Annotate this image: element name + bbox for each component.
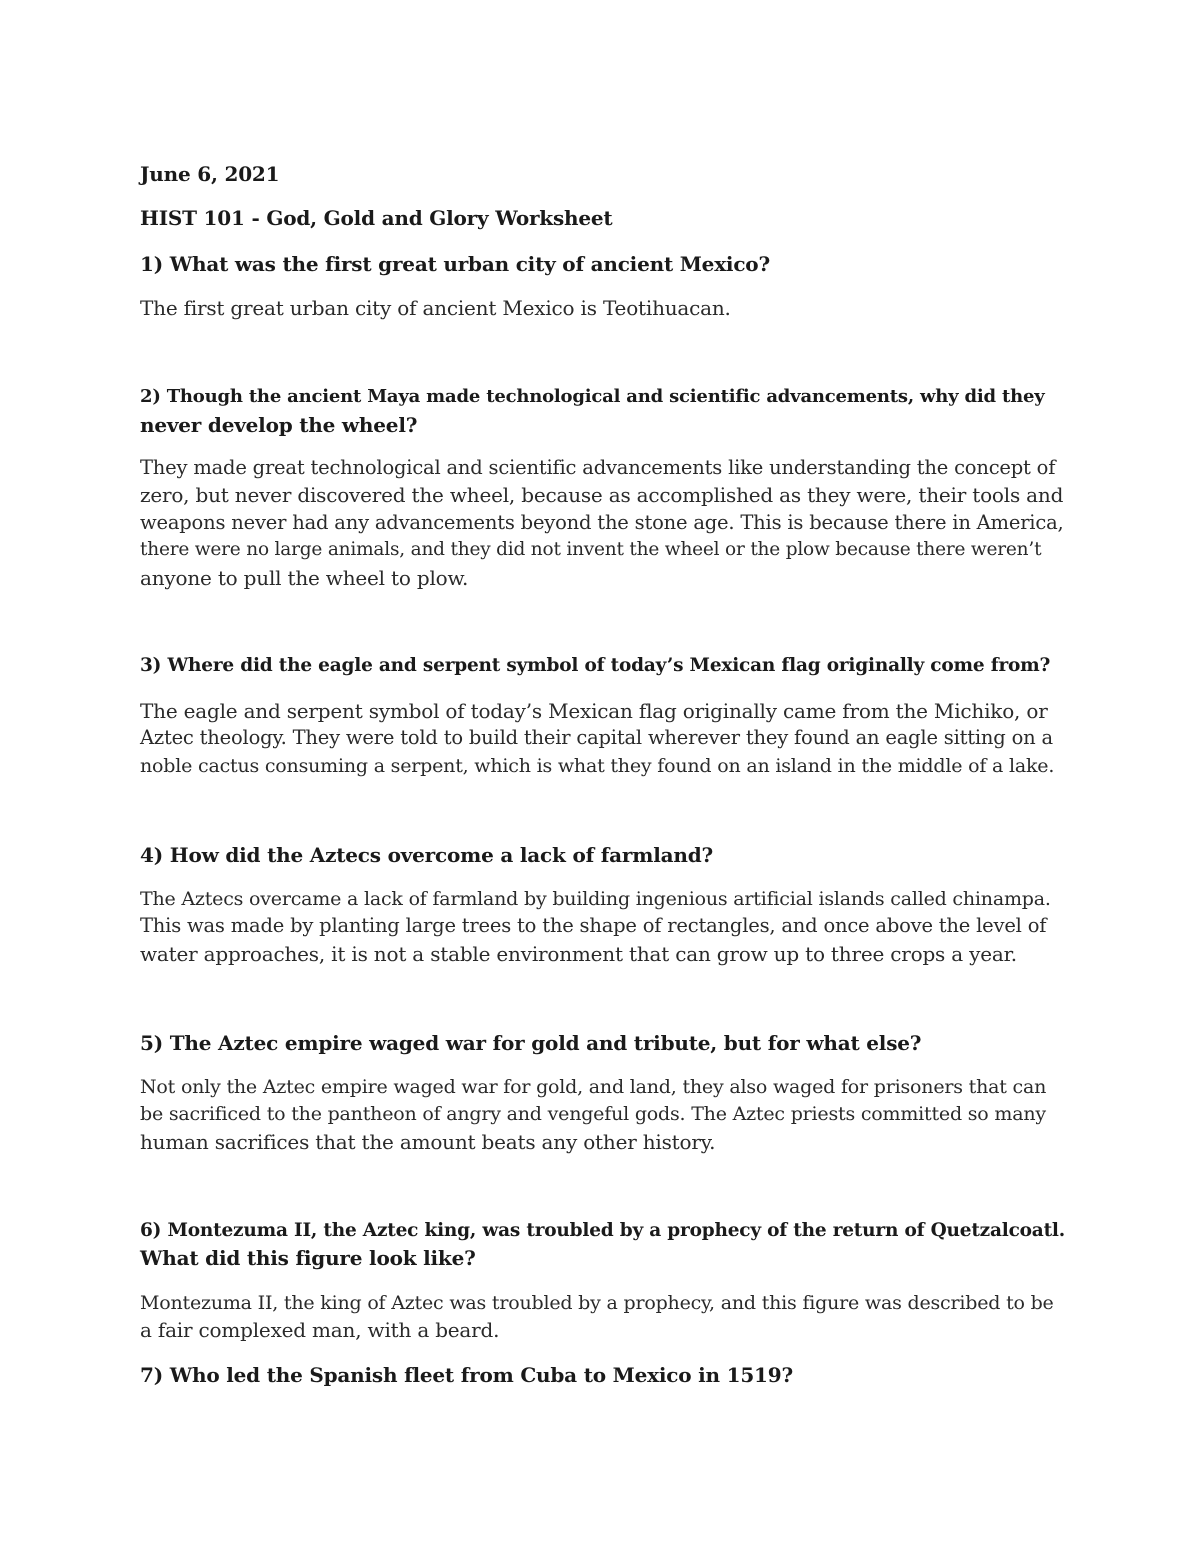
- answer-4-line-1: The Aztecs overcame a lack of farmland by building ingenious artificial islands called chinampa.: [140, 888, 1051, 910]
- question-3: 3) Where did the eagle and serpent symbol of today’s Mexican flag originally come from?: [140, 655, 1051, 676]
- question-4: 4) How did the Aztecs overcome a lack of farmland?: [140, 843, 714, 867]
- answer-4-line-3: water approaches, it is not a stable environment that can grow up to three crops a year.: [140, 942, 1017, 966]
- answer-2-line-4: there were no large animals, and they did not invent the wheel or the plow because there weren’t: [140, 539, 1042, 560]
- answer-2-line-5: anyone to pull the wheel to plow.: [140, 566, 469, 590]
- answer-3-line-1: The eagle and serpent symbol of today’s Mexican flag originally came from the Michiko, or: [140, 699, 1048, 723]
- answer-3-line-2: Aztec theology. They were told to build their capital wherever they found an eagle sitting on a: [140, 726, 1053, 749]
- answer-2-line-2: zero, but never discovered the wheel, because as accomplished as they were, their tools and: [140, 483, 1064, 507]
- answer-5-line-3: human sacrifices that the amount beats any other history.: [140, 1130, 716, 1154]
- answer-5-line-1: Not only the Aztec empire waged war for gold, and land, they also waged for prisoners that can: [140, 1076, 1047, 1098]
- answer-2-line-3: weapons never had any advancements beyond the stone age. This is because there in America,: [140, 511, 1064, 534]
- document-title: HIST 101 - God, Gold and Glory Worksheet: [140, 206, 613, 230]
- answer-3-line-3: noble cactus consuming a serpent, which is what they found on an island in the middle of a lake.: [140, 755, 1055, 777]
- answer-6-line-2: a fair complexed man, with a beard.: [140, 1318, 500, 1342]
- answer-4-line-2: This was made by planting large trees to the shape of rectangles, and once above the level of: [140, 914, 1047, 937]
- question-2-line-1: 2) Though the ancient Maya made technological and scientific advancements, why did they: [140, 386, 1045, 407]
- answer-6-line-1: Montezuma II, the king of Aztec was troubled by a prophecy, and this figure was described to be: [140, 1292, 1054, 1314]
- document-date: June 6, 2021: [140, 162, 280, 186]
- question-1: 1) What was the first great urban city of ancient Mexico?: [140, 252, 770, 276]
- question-7: 7) Who led the Spanish fleet from Cuba to Mexico in 1519?: [140, 1363, 793, 1387]
- answer-2-line-1: They made great technological and scientific advancements like understanding the concept of: [140, 456, 1056, 479]
- answer-1: The first great urban city of ancient Mexico is Teotihuacan.: [140, 296, 731, 320]
- question-6-line-2: What did this figure look like?: [140, 1246, 476, 1270]
- answer-5-line-2: be sacrificed to the pantheon of angry and vengeful gods. The Aztec priests committed so many: [140, 1103, 1046, 1125]
- question-2-line-2: never develop the wheel?: [140, 413, 418, 437]
- question-6-line-1: 6) Montezuma II, the Aztec king, was troubled by a prophecy of the return of Quetzalcoatl.: [140, 1220, 1065, 1241]
- question-5: 5) The Aztec empire waged war for gold and tribute, but for what else?: [140, 1031, 922, 1055]
